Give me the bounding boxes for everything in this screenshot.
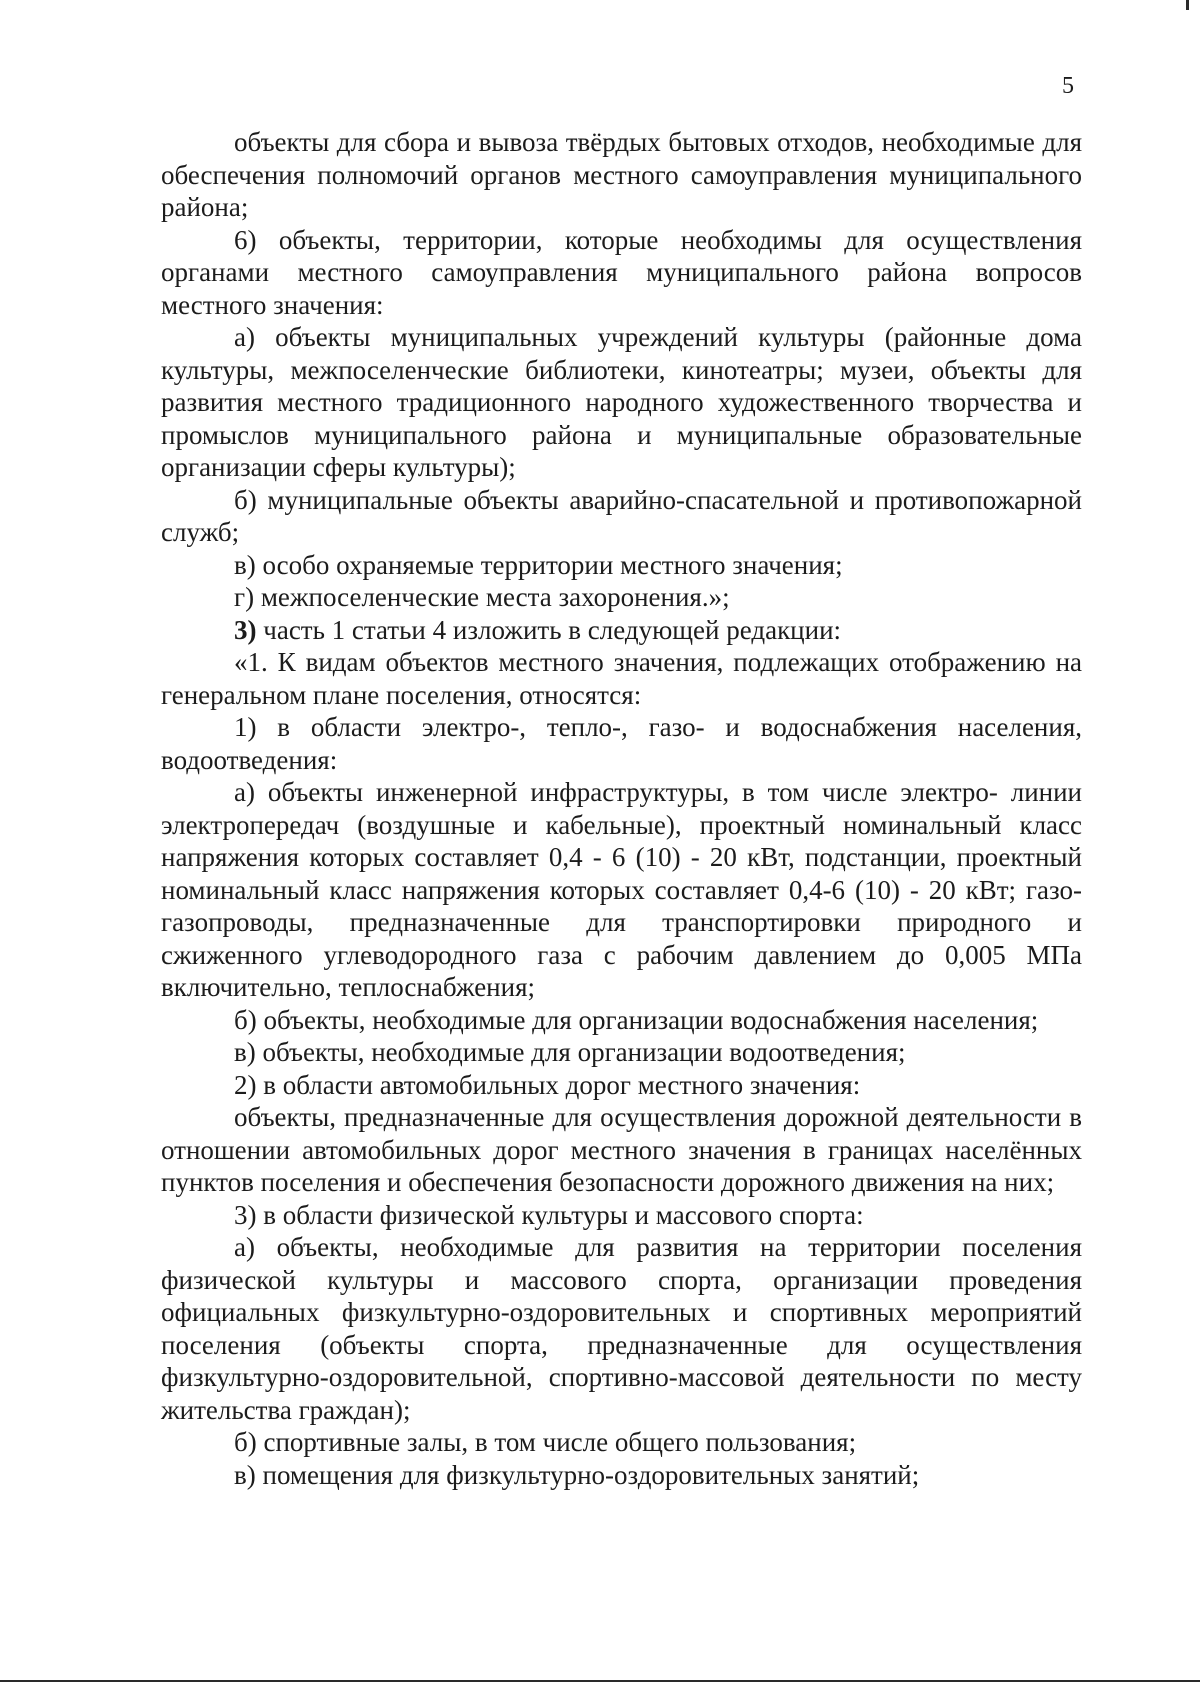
paragraph: в) помещения для физкультурно-оздоровительных занятий; (234, 1459, 920, 1490)
scan-bottom-edge-line (0, 1680, 1200, 1682)
paragraph: «1. К видам объектов местного значения, подлежащих отображению на генеральном плане поселения, относятся: (161, 647, 1082, 710)
paragraph: в) особо охраняемые территории местного значения; (234, 549, 843, 580)
paragraph: 3) в области физической культуры и массового спорта: (234, 1199, 864, 1230)
document-body (161, 126, 1082, 1491)
paragraph: г) межпоселенческие места захоронения.»; (234, 582, 730, 612)
paragraph: в) объекты, необходимые для организации водоотведения; (234, 1037, 906, 1067)
scan-corner-mark (1186, 0, 1189, 10)
paragraph: а) объекты муниципальных учреждений культуры (районные дома культуры, межпоселенческие библиотеки, кинотеатры; музеи, объекты для развития местного традиционного народного художественного творчества и промыслов муниципального района и муниципальные образовательные организации сферы культуры); (161, 322, 1082, 482)
paragraph: б) спортивные залы, в том числе общего пользования; (234, 1427, 857, 1457)
paragraph-amendment-3 (161, 614, 1082, 647)
item-number: 3) (234, 614, 257, 645)
paragraph: объекты для сбора и вывоза твёрдых бытовых отходов, необходимые для обеспечения полномочий органов местного самоуправления муниципального района; (161, 127, 1082, 222)
paragraph-text: часть 1 статьи 4 изложить в следующей редакции: (256, 614, 842, 645)
page-number: 5 (1062, 73, 1074, 99)
paragraph: а) объекты, необходимые для развития на территории поселения физической культуры и массового спорта, организации проведения официальных физкультурно-оздоровительных и спортивных мероприятий поселения (объекты спорта, предназначенные для осуществления физкультурно-оздоровительной, спортивно-массовой деятельности по месту жительства граждан); (161, 1232, 1082, 1425)
paragraph: а) объекты инженерной инфраструктуры, в том числе электро- линии электропередач (воздушные и кабельные), проектный номинальный класс напряжения которых составляет 0,4 - 6 (10) - 20 кВт, подстанции, проектный номинальный класс напряжения которых составляет 0,4-6 (10) - 20 кВт; газо- газопроводы, предназначенные для транспортировки природного и сжиженного углеводородного газа с рабочим давлением до 0,005 МПа включительно, теплоснабжения; (161, 777, 1082, 1002)
paragraph: 2) в области автомобильных дорог местного значения: (234, 1069, 861, 1100)
paragraph: объекты, предназначенные для осуществления дорожной деятельности в отношении автомобильных дорог местного значения в границах населённых пунктов поселения и обеспечения безопасности дорожного движения на них; (161, 1102, 1082, 1197)
paragraph: 1) в области электро-, тепло-, газо- и водоснабжения населения, водоотведения: (161, 712, 1082, 775)
paragraph: 6) объекты, территории, которые необходимы для осуществления органами местного самоуправления муниципального района вопросов местного значения: (161, 224, 1082, 320)
paragraph: б) объекты, необходимые для организации водоснабжения населения; (234, 1004, 1039, 1035)
paragraph: б) муниципальные объекты аварийно-спасательной и противопожарной служб; (161, 484, 1082, 547)
